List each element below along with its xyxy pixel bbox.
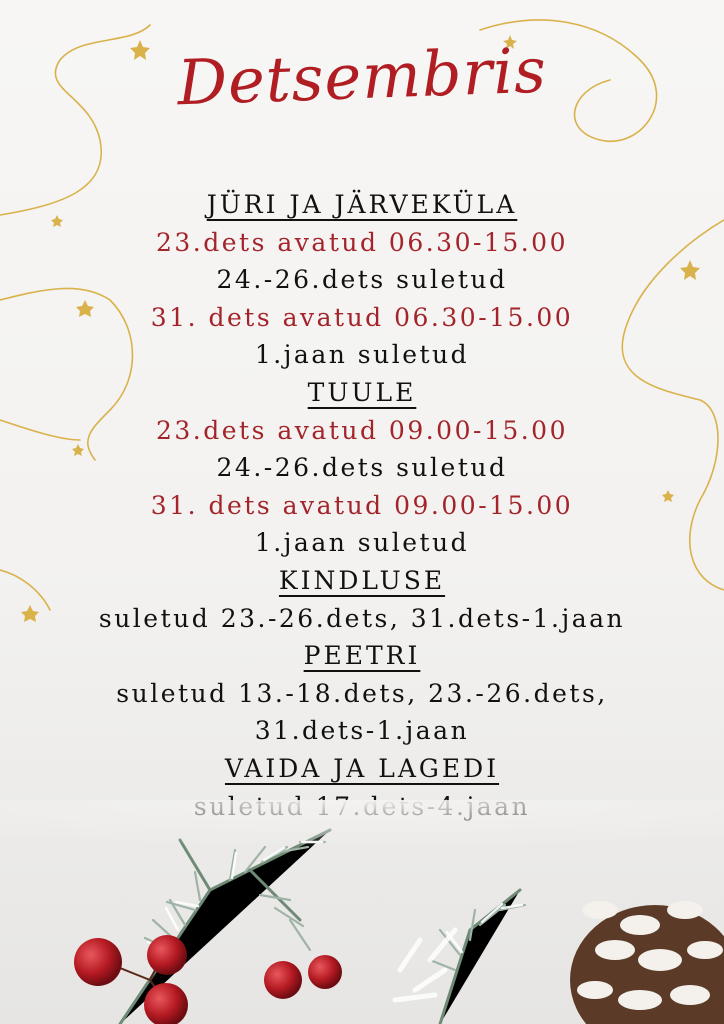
page-title: Detsembris	[176, 33, 548, 120]
schedule-list	[0, 186, 724, 825]
closed-line: 31.dets-1.jaan	[254, 716, 470, 746]
open-hours-line: 31. dets avatud 09.00-15.00	[150, 490, 574, 520]
closed-line: suletud 13.-18.dets, 23.-26.dets,	[116, 678, 608, 708]
open-hours-line: 23.dets avatud 06.30-15.00	[156, 227, 568, 257]
closed-line: 24.-26.dets suletud	[216, 265, 508, 295]
location-heading: TUULE	[307, 377, 417, 407]
closed-line: 24.-26.dets suletud	[216, 453, 508, 483]
closed-line: 1.jaan suletud	[254, 340, 470, 370]
red-berry-icon	[74, 935, 342, 1024]
pine-cone-icon	[570, 901, 724, 1024]
closed-line: suletud 23.-26.dets, 31.dets-1.jaan	[98, 603, 626, 633]
open-hours-line: 23.dets avatud 09.00-15.00	[156, 415, 568, 445]
location-heading: JÜRI JA JÄRVEKÜLA	[206, 190, 518, 219]
pine-branch-icon	[0, 800, 724, 1024]
location-heading: VAIDA JA LAGEDI	[224, 753, 500, 783]
location-heading: KINDLUSE	[278, 565, 446, 595]
location-heading: PEETRI	[303, 641, 421, 671]
open-hours-line: 31. dets avatud 06.30-15.00	[150, 302, 574, 332]
closed-line: 1.jaan suletud	[254, 528, 470, 558]
